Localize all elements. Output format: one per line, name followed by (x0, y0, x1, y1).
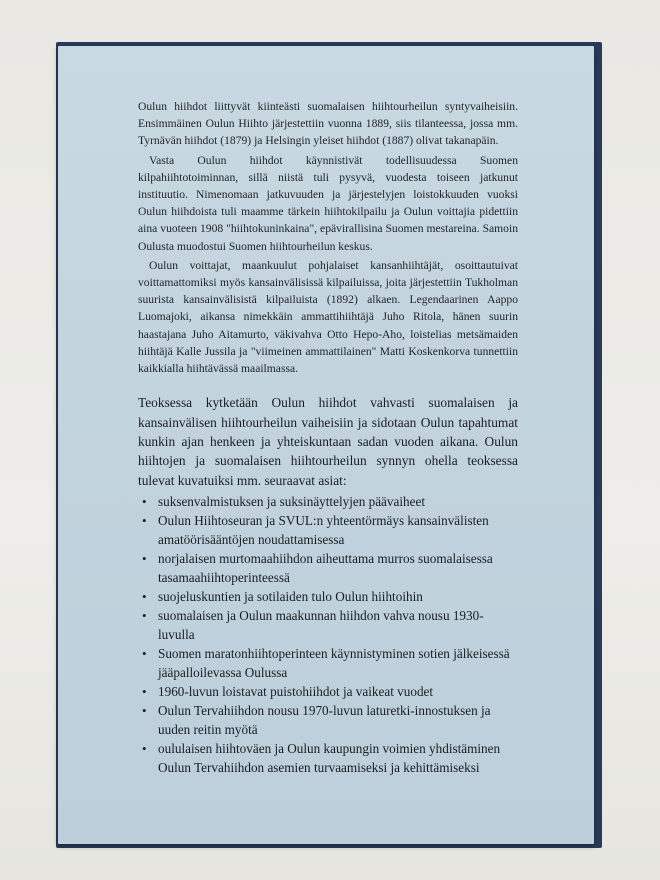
list-item (138, 701, 518, 739)
list-item (138, 606, 518, 644)
list-item-text: suksenvalmistuksen ja suksinäyttelyjen päävaiheet (158, 494, 425, 510)
list-item-text: oululaisen hiihtoväen ja Oulun kaupungin voimien yhdistäminen Oulun Tervahiihdon asemien turvaamiseksi ja kehittämiseksi (158, 741, 501, 776)
bullet-icon: • (142, 703, 147, 719)
list-item-text: Oulun Hiihtoseuran ja SVUL:n yhteentörmäys kansainvälisten amatöörisääntöjen noudattamisessa (158, 513, 489, 548)
list-item-text: Oulun Tervahiihdon nousu 1970-luvun laturetki-innostuksen ja uuden reitin myötä (158, 703, 491, 738)
book-back-cover (58, 46, 594, 844)
bullet-icon: • (142, 513, 147, 529)
bullet-icon: • (142, 551, 147, 567)
list-item (138, 511, 518, 549)
topic-list (138, 492, 518, 777)
bullet-icon: • (142, 589, 147, 605)
list-item (138, 682, 518, 701)
list-item-text: 1960-luvun loistavat puistohiihdot ja vaikeat vuodet (158, 684, 434, 700)
list-item (138, 587, 518, 606)
bullet-icon: • (142, 684, 147, 700)
bullet-icon: • (142, 494, 147, 510)
list-item (138, 644, 518, 682)
list-item-text: suomalaisen ja Oulun maakunnan hiihdon vahva nousu 1930-luvulla (158, 608, 484, 643)
main-paragraph: Teoksessa kytketään Oulun hiihdot vahvasti suomalaisen ja kansainvälisen hiihtourheilun vaiheisiin ja sidotaan Oulun tapahtumat kunkin ajan henkeen ja yhteiskuntaan sadan vuoden aikana. Oulun hiihtojen ja suomalaisen hiihtourheilun synnyn ohella teoksessa tulevat kuvatuiksi mm. seuraavat asiat: (138, 395, 518, 488)
bullet-icon: • (142, 741, 147, 757)
intro-paragraph-1: Oulun hiihdot liittyvät kiinteästi suomalaisen hiihtourheilun syntyvaiheisiin. Ensimmäinen Oulun Hiihto järjestettiin vuonna 1889, siis tilanteessa, jossa mm. Tyrnävän hiihdot (1879) ja Helsingin yleiset hiihdot (1887) olivat takanapäin. (138, 100, 518, 148)
bullet-icon: • (142, 646, 147, 662)
list-item (138, 739, 518, 777)
list-item (138, 492, 518, 511)
back-cover-text (138, 98, 518, 777)
intro-paragraph-3: Oulun voittajat, maankuulut pohjalaiset kansanhiihtäjät, osoittautuivat voittamattomiksi myös kansainvälisissä kilpailuissa, joita järjestettiin Tukholman suurista kansainvälisistä kilpailuista (1892) alkaen. Legendaarinen Aappo Luomajoki, aikansa nimekkäin ammattihiihtäjä Juho Ritola, hänen suurin haastajana Juho Aitamurto, väkivahva Otto Hepo-Aho, loistelias metsämaiden hiihtäjä Kalle Jussila ja "viimeinen ammattilainen" Matti Koskenkorva tunnettiin kaikkialla hiihtävässä maailmassa. (138, 258, 518, 376)
bullet-icon: • (142, 608, 147, 624)
list-item-text: suojeluskuntien ja sotilaiden tulo Oulun hiihtoihin (158, 589, 423, 605)
list-item-text: Suomen maratonhiihtoperinteen käynnistyminen sotien jälkeisessä jääpalloilevassa Oulussa (158, 646, 510, 681)
list-item (138, 549, 518, 587)
intro-paragraph-2: Vasta Oulun hiihdot käynnistivät todellisuudessa Suomen kilpahiihtotoiminnan, sillä niistä tuli pysyvä, vuodesta toiseen jatkunut instituutio. Nimenomaan jatkuvuuden ja järjestelyjen loistokkuuden vuoksi Oulun hiihdoista tuli maamme tärkein hiihtokilpailu ja Oulun voittajia pidettiin aina vuoteen 1908 "hiihtokuninkaina", epävirallisina Suomen mestareina. Samoin Oulusta muodostui Suomen hiihtourheilun keskus. (138, 153, 518, 253)
list-item-text: norjalaisen murtomaahiihdon aiheuttama murros suomalaisessa tasamaahiihtoperinteessä (158, 551, 493, 586)
